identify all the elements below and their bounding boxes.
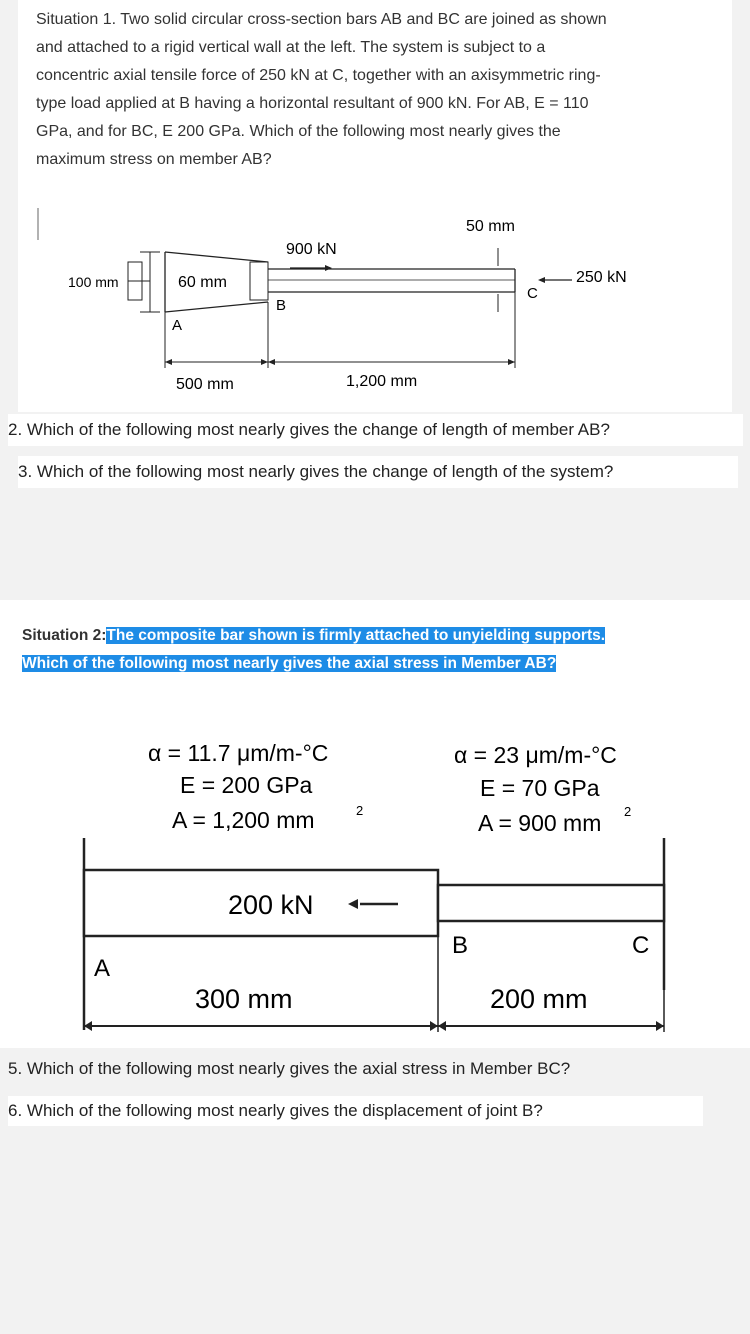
situation1-line: Situation 1. Two solid circular cross-section bars AB and BC are joined as shown — [36, 11, 607, 28]
load-900kn: 900 kN — [286, 241, 337, 258]
ab-alpha: α = 11.7 μm/m-°C — [148, 740, 329, 766]
bc-area: A = 900 mm — [478, 810, 602, 836]
situation1-text — [36, 6, 716, 174]
dim-60mm: 60 mm — [178, 274, 227, 291]
label-c: C — [527, 285, 538, 302]
label-b: B — [276, 297, 287, 314]
situation1-line: type load applied at B having a horizontal resultant of 900 kN. For AB, E = 110 — [36, 95, 589, 112]
situation1-line: GPa, and for BC, E 200 GPa. Which of the following most nearly gives the — [36, 123, 561, 140]
bc-area-sup: 2 — [624, 804, 632, 819]
len-300mm: 300 mm — [195, 984, 293, 1014]
situation2-line1 — [22, 622, 605, 650]
situation2-diagram — [0, 720, 750, 1046]
label-b: B — [452, 932, 469, 959]
question-3: 3. Which of the following most nearly gives the change of length of the system? — [18, 456, 738, 488]
situation1-line: and attached to a rigid vertical wall at the left. The system is subject to a — [36, 39, 546, 56]
situation2-text — [22, 622, 605, 678]
label-c: C — [632, 932, 650, 959]
ab-area-sup: 2 — [356, 803, 364, 818]
highlighted-text: Which of the following most nearly gives the axial stress in Member AB? — [22, 655, 557, 672]
label-a: A — [172, 317, 183, 334]
situation1-line: maximum stress on member AB? — [36, 151, 272, 168]
load-200kn: 200 kN — [228, 890, 314, 920]
situation2-line2 — [22, 650, 605, 678]
question-2: 2. Which of the following most nearly gives the change of length of member AB? — [8, 414, 743, 446]
label-a: A — [94, 955, 111, 982]
ab-area: A = 1,200 mm — [172, 807, 315, 833]
dim-100mm: 100 mm — [68, 274, 119, 290]
highlighted-text: The composite bar shown is firmly attached to unyielding supports. — [106, 627, 606, 644]
len-500mm: 500 mm — [176, 376, 234, 393]
situation1-diagram — [0, 190, 750, 400]
ab-modulus: E = 200 GPa — [180, 772, 313, 798]
bc-alpha: α = 23 μm/m-°C — [454, 742, 617, 768]
len-200mm: 200 mm — [490, 984, 588, 1014]
situation2-prefix: Situation 2: — [22, 627, 107, 644]
dim-50mm: 50 mm — [466, 218, 515, 235]
bc-modulus: E = 70 GPa — [480, 775, 600, 801]
situation1-line: concentric axial tensile force of 250 kN at C, together with an axisymmetric ring- — [36, 67, 601, 84]
len-1200mm: 1,200 mm — [346, 373, 418, 390]
load-250kn: 250 kN — [576, 269, 627, 286]
question-6: 6. Which of the following most nearly gives the displacement of joint B? — [8, 1096, 703, 1126]
question-5: 5. Which of the following most nearly gives the axial stress in Member BC? — [8, 1059, 571, 1078]
